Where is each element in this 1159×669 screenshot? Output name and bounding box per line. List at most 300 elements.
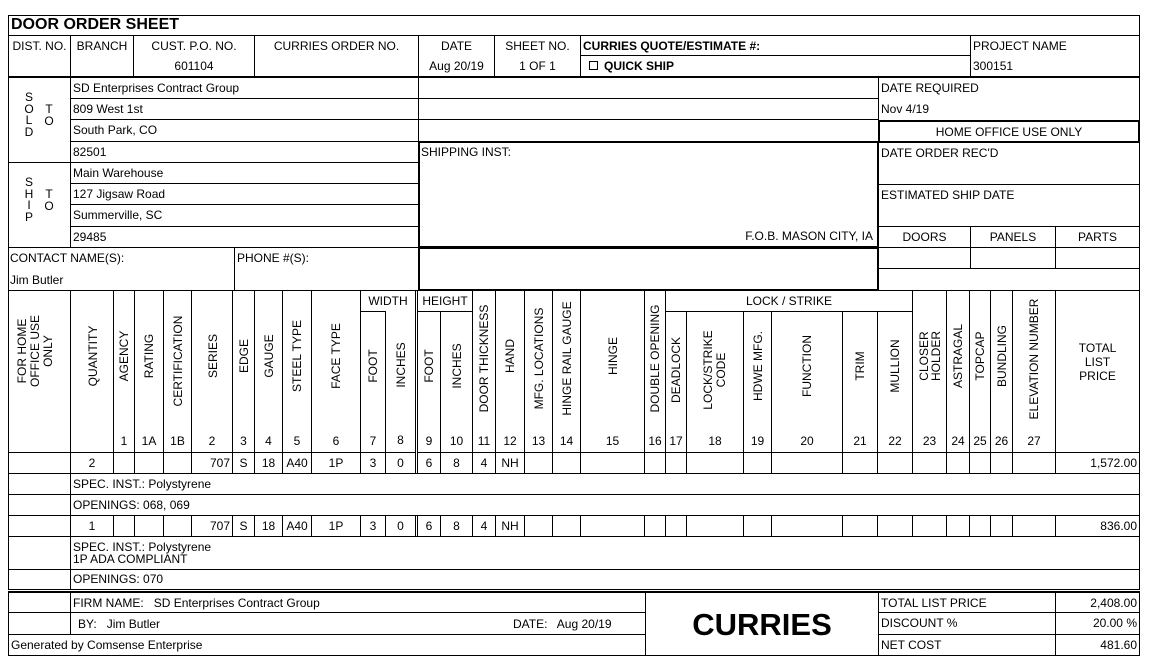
row1-function[interactable] xyxy=(771,452,843,474)
parts-label: PARTS xyxy=(1078,230,1117,244)
width-header: WIDTH xyxy=(368,294,408,308)
price-value: 1,572.00 xyxy=(1090,456,1137,470)
date-cell xyxy=(418,35,495,77)
row1-astragal[interactable] xyxy=(946,452,970,474)
col-num-8: 8 xyxy=(397,433,404,447)
col-num-27: 27 xyxy=(1027,434,1041,448)
col-num-21: 21 xyxy=(853,434,867,448)
row2-hand[interactable] xyxy=(495,515,525,537)
row1-height-foot[interactable] xyxy=(417,452,441,474)
row2-width-inches[interactable] xyxy=(385,515,416,537)
edge-value: S xyxy=(239,456,248,470)
col-num-9: 9 xyxy=(425,434,433,448)
openings-label: OPENINGS: xyxy=(73,498,140,512)
sold-d: D xyxy=(24,124,34,139)
col-astragal xyxy=(946,290,970,453)
face-value: 1P xyxy=(328,456,344,470)
row2-double-opening[interactable] xyxy=(644,515,666,537)
spec-inst-value: Polystyrene xyxy=(148,540,212,554)
width-foot-header: FOOT xyxy=(366,349,380,383)
col-face-type xyxy=(311,290,361,453)
row2-height-inches[interactable] xyxy=(440,515,473,537)
steel-value: A40 xyxy=(286,519,308,533)
footer-left-blank-2 xyxy=(8,612,71,635)
row1-hinge[interactable] xyxy=(580,452,645,474)
height-inches-value: 8 xyxy=(453,519,460,533)
edge-value: S xyxy=(239,519,248,533)
width-inches-header: INCHES xyxy=(394,342,408,388)
quick-ship-cell xyxy=(580,55,971,77)
ship-to-o: O xyxy=(44,198,54,213)
row1-home-office[interactable] xyxy=(8,452,71,474)
height-foot-value: 6 xyxy=(425,456,433,470)
footer-left-blank-1 xyxy=(8,591,71,613)
row1-width-foot[interactable] xyxy=(360,452,386,474)
row1-hinge-rail[interactable] xyxy=(552,452,581,474)
trim-header: TRIM xyxy=(853,351,867,381)
branch-cell xyxy=(70,35,134,77)
row1-face[interactable] xyxy=(311,452,361,474)
col-num-1: 1 xyxy=(120,434,128,448)
height-inches-value: 8 xyxy=(453,456,460,470)
curries-order-cell xyxy=(254,35,419,77)
col-num-12: 12 xyxy=(503,434,517,448)
home-office-cell xyxy=(878,120,1140,143)
branch-label: BRANCH xyxy=(76,39,128,53)
ship-to-line-2 xyxy=(70,183,419,205)
col-agency xyxy=(113,290,135,453)
middle-line-1 xyxy=(418,77,879,99)
rating-header: RATING xyxy=(142,333,156,379)
sold-s: S xyxy=(24,90,33,104)
doors-label: DOORS xyxy=(902,230,947,244)
row1-gauge[interactable] xyxy=(254,452,283,474)
col-hand xyxy=(495,290,525,453)
project-name-label: PROJECT NAME xyxy=(973,39,1067,53)
col-width-inches xyxy=(385,311,416,453)
width-foot-value: 3 xyxy=(369,519,377,533)
openings-value: 070 xyxy=(143,572,164,586)
dist-no-cell xyxy=(8,35,71,77)
home-office-line-3: ONLY xyxy=(41,335,55,367)
quantity-value: 2 xyxy=(88,456,96,470)
col-function xyxy=(771,311,843,453)
col-quantity xyxy=(70,290,114,453)
row1-elevation[interactable] xyxy=(1012,452,1056,474)
shipping-inst-label: SHIPPING INST: xyxy=(421,145,512,159)
col-total-list-price xyxy=(1055,290,1140,453)
net-cost-label: NET COST xyxy=(881,638,942,652)
hand-value: NH xyxy=(501,519,519,533)
row2-edge[interactable] xyxy=(232,515,255,537)
row2-hdwe-mfg[interactable] xyxy=(743,515,772,537)
shipping-inst-cell xyxy=(418,141,879,248)
quantity-value: 1 xyxy=(88,519,96,533)
row1-hand[interactable] xyxy=(495,452,525,474)
row1-agency[interactable] xyxy=(113,452,135,474)
row1-spec-inst xyxy=(70,473,1140,495)
row2-closer[interactable] xyxy=(912,515,947,537)
spec-inst-label: SPEC. INST.: xyxy=(73,477,146,491)
gauge-value: 18 xyxy=(261,456,276,470)
sold-to-city: South Park, CO xyxy=(73,123,158,137)
row1-rating[interactable] xyxy=(134,452,164,474)
col-num-5: 5 xyxy=(293,434,301,448)
hand-value: NH xyxy=(501,456,519,470)
ship-to-line-3 xyxy=(70,204,419,227)
row1-bundling[interactable] xyxy=(990,452,1013,474)
middle-line-2 xyxy=(418,98,879,120)
row2-steel[interactable] xyxy=(282,515,312,537)
col-num-20: 20 xyxy=(800,434,814,448)
closer-holder-line-1: CLOSER xyxy=(917,331,931,381)
row2-agency[interactable] xyxy=(113,515,135,537)
col-double-opening xyxy=(644,290,666,453)
discount-value-cell xyxy=(1055,612,1140,635)
home-office-line-2: OFFICE USE xyxy=(28,315,42,388)
cust-po-cell xyxy=(133,35,255,77)
est-ship-date-label: ESTIMATED SHIP DATE xyxy=(881,188,1015,202)
sold-to-zip: 82501 xyxy=(73,145,107,159)
row1-closer[interactable] xyxy=(912,452,947,474)
col-edge xyxy=(232,290,255,453)
firm-name-value: SD Enterprises Contract Group xyxy=(153,596,320,610)
contact-mid-blank xyxy=(418,247,879,291)
row2-thickness[interactable] xyxy=(472,515,496,537)
col-num-13: 13 xyxy=(531,434,546,448)
height-foot-header: FOOT xyxy=(422,349,436,383)
row1-series[interactable] xyxy=(191,452,233,474)
curries-logo-cell xyxy=(645,591,879,656)
row2-height-foot[interactable] xyxy=(417,515,441,537)
row1-edge[interactable] xyxy=(232,452,255,474)
col-num-25: 25 xyxy=(973,434,987,448)
panels-label: PANELS xyxy=(989,230,1037,244)
col-hdwe-mfg xyxy=(743,311,772,453)
height-foot-value: 6 xyxy=(425,519,433,533)
deadlock-header: DEADLOCK xyxy=(669,336,683,404)
col-num-1b: 1B xyxy=(170,434,185,448)
by-cell xyxy=(70,612,646,635)
col-series xyxy=(191,290,233,453)
sheet-no-label: SHEET NO. xyxy=(505,39,570,53)
certification-header: CERTIFICATION xyxy=(171,315,185,407)
topcap-header: TOPCAP xyxy=(973,331,987,381)
quote-estimate-cell xyxy=(580,35,971,56)
lock-strike-group-header xyxy=(665,290,913,312)
height-header: HEIGHT xyxy=(422,294,468,308)
quantity-header: QUANTITY xyxy=(86,325,100,387)
discount-label-cell xyxy=(878,612,1056,635)
spec-inst-note: 1P ADA COMPLIANT xyxy=(73,552,188,566)
row1-quantity[interactable] xyxy=(70,452,114,474)
phone-label: PHONE #(S): xyxy=(237,251,310,265)
row2-astragal[interactable] xyxy=(946,515,970,537)
row2-lock-code[interactable] xyxy=(686,515,744,537)
row2-series[interactable] xyxy=(191,515,233,537)
row1-openings-blank xyxy=(8,494,71,516)
col-num-7: 7 xyxy=(369,434,377,448)
row1-steel[interactable] xyxy=(282,452,312,474)
col-closer-holder xyxy=(912,290,947,453)
agency-header: AGENCY xyxy=(117,330,131,382)
col-num-22: 22 xyxy=(888,434,902,448)
col-num-2: 2 xyxy=(208,434,216,448)
row2-certification[interactable] xyxy=(163,515,192,537)
panels-cell xyxy=(970,226,1056,248)
col-steel-type xyxy=(282,290,312,453)
parts-cell xyxy=(1055,226,1140,248)
total-list-label-cell xyxy=(878,591,1056,613)
sheet-no-value: 1 OF 1 xyxy=(519,59,556,73)
lock-strike-header: LOCK / STRIKE xyxy=(745,294,833,308)
row1-hdwe-mfg[interactable] xyxy=(743,452,772,474)
row1-trim[interactable] xyxy=(842,452,878,474)
sold-to-street: 809 West 1st xyxy=(73,102,143,116)
net-cost-label-cell xyxy=(878,634,1056,656)
hand-header: HAND xyxy=(503,339,517,374)
row2-elevation[interactable] xyxy=(1012,515,1056,537)
row1-price[interactable] xyxy=(1055,452,1140,474)
contact-name-label: CONTACT NAME(S): xyxy=(10,251,125,265)
col-lock-strike-code xyxy=(686,311,744,453)
row2-face[interactable] xyxy=(311,515,361,537)
ship-h: H xyxy=(24,186,34,201)
sold-to-line-4 xyxy=(70,141,419,163)
col-width-foot xyxy=(360,311,386,453)
col-elevation-number xyxy=(1012,290,1056,453)
footer-date-label: DATE: xyxy=(513,617,548,631)
col-num-4: 4 xyxy=(265,434,272,448)
project-name-cell xyxy=(970,35,1140,77)
row2-home-office[interactable] xyxy=(8,515,71,537)
panels-value-cell[interactable] xyxy=(970,247,1056,269)
row2-hinge[interactable] xyxy=(580,515,645,537)
project-name-value: 300151 xyxy=(973,59,1014,73)
col-mullion xyxy=(877,311,913,453)
date-required-value: Nov 4/19 xyxy=(881,102,930,116)
row2-trim[interactable] xyxy=(842,515,878,537)
price-value: 836.00 xyxy=(1100,519,1137,533)
col-num-19: 19 xyxy=(750,434,765,448)
date-value: Aug 20/19 xyxy=(429,59,484,73)
ship-to-zip: 29485 xyxy=(73,230,107,244)
hdwe-mfg-header: HDWE MFG. xyxy=(751,331,765,401)
sold-to-o: O xyxy=(44,113,54,128)
discount-value: 20.00 % xyxy=(1092,616,1137,630)
row2-deadlock[interactable] xyxy=(665,515,687,537)
hinge-rail-gauge-header: HINGE RAIL GAUGE xyxy=(560,301,574,416)
home-office-line-1: FOR HOME xyxy=(15,318,29,384)
row2-rating[interactable] xyxy=(134,515,164,537)
hinge-header: HINGE xyxy=(606,337,620,376)
closer-holder-line-2: HOLDER xyxy=(929,331,943,382)
row1-mfg-loc[interactable] xyxy=(524,452,553,474)
sheet-no-cell xyxy=(494,35,581,77)
row2-mfg-loc[interactable] xyxy=(524,515,553,537)
sold-t: T xyxy=(45,102,53,116)
col-num-23: 23 xyxy=(922,434,937,448)
col-num-16: 16 xyxy=(648,434,662,448)
discount-label: DISCOUNT % xyxy=(881,616,958,630)
total-list-value: 2,408.00 xyxy=(1090,596,1137,610)
row2-openings-blank xyxy=(8,569,71,590)
dist-no-label: DIST. NO. xyxy=(12,39,67,53)
col-door-thickness xyxy=(472,290,496,453)
row1-thickness[interactable] xyxy=(472,452,496,474)
col-rating xyxy=(134,290,164,453)
ship-t: T xyxy=(45,187,53,201)
row1-deadlock[interactable] xyxy=(665,452,687,474)
row2-width-foot[interactable] xyxy=(360,515,386,537)
col-bundling xyxy=(990,290,1013,453)
sold-to-line-2 xyxy=(70,98,419,120)
row1-topcap[interactable] xyxy=(969,452,991,474)
ship-to-street: 127 Jigsaw Road xyxy=(73,187,166,201)
quick-ship-label: QUICK SHIP xyxy=(604,59,675,73)
gauge-header: GAUGE xyxy=(262,334,276,378)
width-foot-value: 3 xyxy=(369,456,377,470)
row2-openings xyxy=(70,569,1140,590)
sold-to-name: SD Enterprises Contract Group xyxy=(73,81,240,95)
thickness-value: 4 xyxy=(480,519,488,533)
col-num-24: 24 xyxy=(951,434,965,448)
col-topcap xyxy=(969,290,991,453)
quick-ship-checkbox[interactable] xyxy=(589,61,598,70)
total-list-price-line-1: TOTAL xyxy=(1078,341,1117,355)
row2-bundling[interactable] xyxy=(990,515,1013,537)
ship-to-line-1 xyxy=(70,162,419,184)
curries-order-label: CURRIES ORDER NO. xyxy=(273,39,400,53)
row2-quantity[interactable] xyxy=(70,515,114,537)
row2-mullion[interactable] xyxy=(877,515,913,537)
fob-text: F.O.B. MASON CITY, IA xyxy=(745,229,873,243)
row1-spec-blank xyxy=(8,473,71,495)
col-num-11: 11 xyxy=(477,434,491,448)
contact-cell xyxy=(8,247,235,291)
col-height-foot xyxy=(417,311,441,453)
door-thickness-header: DOOR THICKNESS xyxy=(477,304,491,413)
ship-to-label-cell xyxy=(8,162,71,248)
col-trim xyxy=(842,311,878,453)
date-order-recd-label: DATE ORDER REC'D xyxy=(881,146,999,160)
mullion-header: MULLION xyxy=(888,339,902,393)
ship-to-city: Summerville, SC xyxy=(73,208,163,222)
by-value: Jim Butler xyxy=(106,617,161,631)
function-header: FUNCTION xyxy=(800,335,814,397)
steel-value: A40 xyxy=(286,456,308,470)
generated-by-cell xyxy=(8,634,646,656)
col-num-14: 14 xyxy=(559,434,574,448)
firm-name-cell xyxy=(70,591,646,613)
sold-l: L xyxy=(25,113,33,127)
date-required-cell xyxy=(878,77,1140,122)
col-num-1a: 1A xyxy=(141,434,157,448)
row1-width-inches[interactable] xyxy=(385,452,416,474)
ship-p: P xyxy=(24,209,33,224)
row2-spec-blank xyxy=(8,536,71,570)
spec-inst-label: SPEC. INST.: xyxy=(73,540,146,554)
col-certification xyxy=(163,290,192,453)
steel-type-header: STEEL TYPE xyxy=(290,319,304,393)
row1-mullion[interactable] xyxy=(877,452,913,474)
ship-to-line-4 xyxy=(70,226,419,248)
row2-hinge-rail[interactable] xyxy=(552,515,581,537)
footer-date-value: Aug 20/19 xyxy=(556,617,612,631)
sold-to-line-1 xyxy=(70,77,419,99)
generated-by-text: Generated by Comsense Enterprise xyxy=(11,638,203,652)
col-num-17: 17 xyxy=(669,434,683,448)
col-height-inches xyxy=(440,311,473,453)
sold-to-label-cell xyxy=(8,77,71,163)
col-gauge xyxy=(254,290,283,453)
lock-strike-code-line-1: LOCK/STRIKE xyxy=(701,330,715,410)
date-required-label: DATE REQUIRED xyxy=(881,81,979,95)
face-value: 1P xyxy=(328,519,344,533)
net-cost-value-cell xyxy=(1055,634,1140,656)
home-office-label: HOME OFFICE USE ONLY xyxy=(935,125,1083,139)
row1-openings xyxy=(70,494,1140,516)
total-list-price-line-2: LIST xyxy=(1084,355,1111,369)
col-home-office xyxy=(8,290,71,453)
elevation-number-header: ELEVATION NUMBER xyxy=(1027,298,1041,420)
ship-s: S xyxy=(24,175,33,189)
row1-lock-code[interactable] xyxy=(686,452,744,474)
astragal-header: ASTRAGAL xyxy=(951,323,965,389)
parts-value-cell[interactable] xyxy=(1055,247,1140,269)
doors-value-cell[interactable] xyxy=(878,247,971,269)
height-inches-header: INCHES xyxy=(450,343,464,389)
row2-price[interactable] xyxy=(1055,515,1140,537)
col-hinge xyxy=(580,290,645,453)
col-num-10: 10 xyxy=(449,434,464,448)
edge-header: EDGE xyxy=(237,339,251,374)
series-header: SERIES xyxy=(206,334,220,379)
est-ship-date-cell xyxy=(878,184,1140,227)
sold-o: O xyxy=(24,101,34,116)
row2-topcap[interactable] xyxy=(969,515,991,537)
col-deadlock xyxy=(665,311,687,453)
total-list-value-cell xyxy=(1055,591,1140,613)
row1-height-inches[interactable] xyxy=(440,452,473,474)
ship-to-name: Main Warehouse xyxy=(73,166,164,180)
right-blank-cell xyxy=(878,268,1140,291)
row2-function[interactable] xyxy=(771,515,843,537)
bundling-header: BUNDLING xyxy=(995,325,1009,388)
row1-double-opening[interactable] xyxy=(644,452,666,474)
row2-gauge[interactable] xyxy=(254,515,283,537)
col-num-18: 18 xyxy=(708,434,722,448)
row2-spec-inst xyxy=(70,536,1140,570)
quote-estimate-label: CURRIES QUOTE/ESTIMATE #: xyxy=(583,39,761,53)
width-inches-value: 0 xyxy=(397,456,404,470)
total-list-price-line-3: PRICE xyxy=(1079,369,1116,383)
width-group-header xyxy=(360,290,416,312)
series-value: 707 xyxy=(209,519,230,533)
row1-certification[interactable] xyxy=(163,452,192,474)
double-opening-header: DOUBLE OPENING xyxy=(648,304,662,413)
firm-name-label: FIRM NAME: xyxy=(73,596,144,610)
face-type-header: FACE TYPE xyxy=(329,323,343,389)
date-label: DATE xyxy=(440,39,473,53)
curries-logo: CURRIES xyxy=(692,607,832,642)
sold-to-line-3 xyxy=(70,119,419,142)
date-order-recd-cell xyxy=(878,142,1140,185)
col-num-26: 26 xyxy=(994,434,1009,448)
openings-value: 068, 069 xyxy=(143,498,190,512)
thickness-value: 4 xyxy=(480,456,488,470)
cust-po-value: 601104 xyxy=(174,59,214,73)
